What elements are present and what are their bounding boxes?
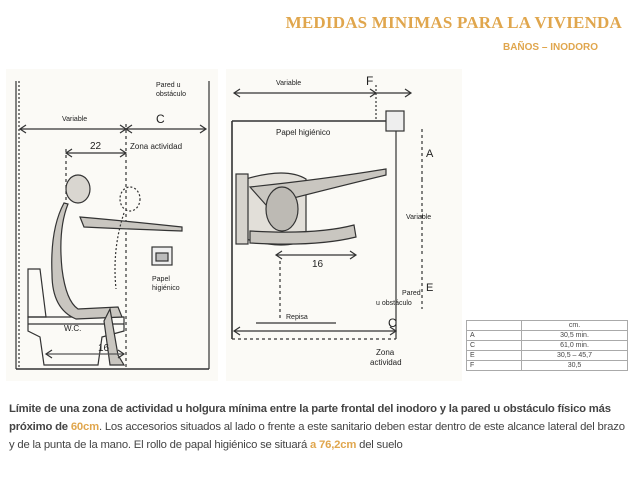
- table-row: [467, 341, 628, 351]
- row-value: 61,0 min.: [522, 341, 628, 351]
- page-title: MEDIDAS MINIMAS PARA LA VIVIENDA: [285, 13, 622, 32]
- dimension-table: [466, 320, 628, 371]
- label-higienico: higiénico: [152, 285, 180, 292]
- label-e: E: [426, 282, 434, 294]
- label-f: F: [366, 74, 374, 88]
- row-value: 30,5 min.: [522, 331, 628, 341]
- table-header-row: [467, 321, 628, 331]
- label-a: A: [426, 148, 434, 160]
- elevation-drawing: [6, 69, 218, 381]
- label-papel: Papel: [152, 276, 170, 283]
- body-paragraph: [9, 400, 629, 454]
- toilet-elevation-figure: [6, 69, 218, 381]
- body-end: del suelo: [359, 439, 403, 451]
- row-key: A: [467, 331, 522, 341]
- table-header-unit: cm.: [522, 321, 628, 331]
- label-obstaculo-plan: u obstáculo: [376, 300, 412, 307]
- row-key: C: [467, 341, 522, 351]
- label-repisa: Repisa: [286, 314, 308, 321]
- label-variable: Variable: [62, 116, 88, 123]
- label-zona-actividad: Zona actividad: [130, 142, 183, 151]
- table-row: [467, 361, 628, 371]
- body-highlight-76cm: a 76,2cm: [310, 439, 357, 451]
- row-key: E: [467, 351, 522, 361]
- row-value: 30,5: [522, 361, 628, 371]
- table-row: [467, 351, 628, 361]
- label-pared: Pared u: [156, 82, 181, 89]
- label-wc: W.C.: [64, 324, 82, 333]
- label-pared-plan: Pared: [402, 290, 421, 297]
- label-16-plan: 16: [312, 259, 324, 270]
- page-subtitle: BAÑOS – INODORO: [502, 42, 598, 53]
- label-papel-higienico: Papel higiénico: [276, 128, 331, 137]
- label-variable-vertical: Variable: [406, 214, 432, 221]
- label-obstaculo: obstáculo: [156, 91, 186, 98]
- label-actividad: actividad: [370, 358, 402, 367]
- label-16: 16: [98, 343, 110, 354]
- body-highlight-60cm: 60cm: [70, 421, 99, 433]
- label-c-plan: C: [388, 316, 397, 330]
- plan-drawing: [226, 69, 462, 381]
- body-middle: . Los accesorios situados al lado o frente a este sanitario deben estar dentro de este alcance lateral del brazo y de la punta de la mano. El rollo de papal higiénico se situará: [9, 421, 625, 451]
- body-bold: Límite de una zona de actividad u holgura mínima entre la parte frontal del inodoro y la pared u obstáculo físico más próximo de: [9, 403, 611, 433]
- label-variable-top: Variable: [276, 80, 302, 87]
- row-key: F: [467, 361, 522, 371]
- label-22: 22: [90, 141, 102, 152]
- label-c: C: [156, 112, 165, 126]
- toilet-plan-figure: [226, 69, 462, 381]
- row-value: 30,5 – 45,7: [522, 351, 628, 361]
- label-zona: Zona: [376, 348, 395, 357]
- table-row: [467, 331, 628, 341]
